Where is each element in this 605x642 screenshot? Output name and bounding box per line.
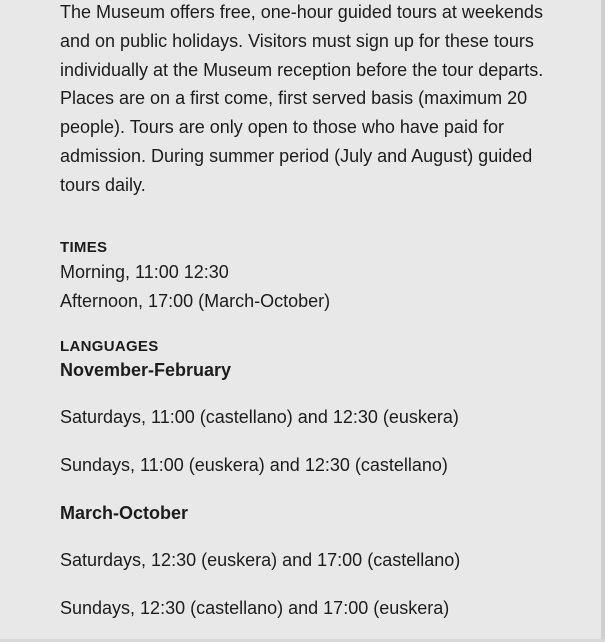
times-heading: TIMES <box>60 238 108 256</box>
times-afternoon: Afternoon, 17:00 (March-October) <box>60 290 331 311</box>
schedule-saturdays-winter: Saturdays, 11:00 (castellano) and 12:30 (euskera) <box>60 406 459 427</box>
page-scrollbar-edge[interactable] <box>601 0 605 642</box>
intro-paragraph: The Museum offers free, one-hour guided tours at weekends and on public holidays. Visitors must sign up for these tours individually at the Museum reception before the tour departs. Places are on a first come, first served basis (maximum 20 people). Tours are only open to those who have paid for admission. During summer period (July and August) guided tours daily. <box>60 2 544 195</box>
languages-heading: LANGUAGES <box>60 337 159 355</box>
period-title-march-october: March-October <box>60 502 189 523</box>
schedule-sundays-summer: Sundays, 12:30 (castellano) and 17:00 (euskera) <box>60 597 450 618</box>
schedule-sundays-winter: Sundays, 11:00 (euskera) and 12:30 (castellano) <box>60 454 448 475</box>
period-title-november-february: November-February <box>60 359 232 380</box>
times-morning: Morning, 11:00 12:30 <box>60 261 229 282</box>
guided-tours-section <box>60 0 560 620</box>
schedule-saturdays-summer: Saturdays, 12:30 (euskera) and 17:00 (castellano) <box>60 549 461 570</box>
